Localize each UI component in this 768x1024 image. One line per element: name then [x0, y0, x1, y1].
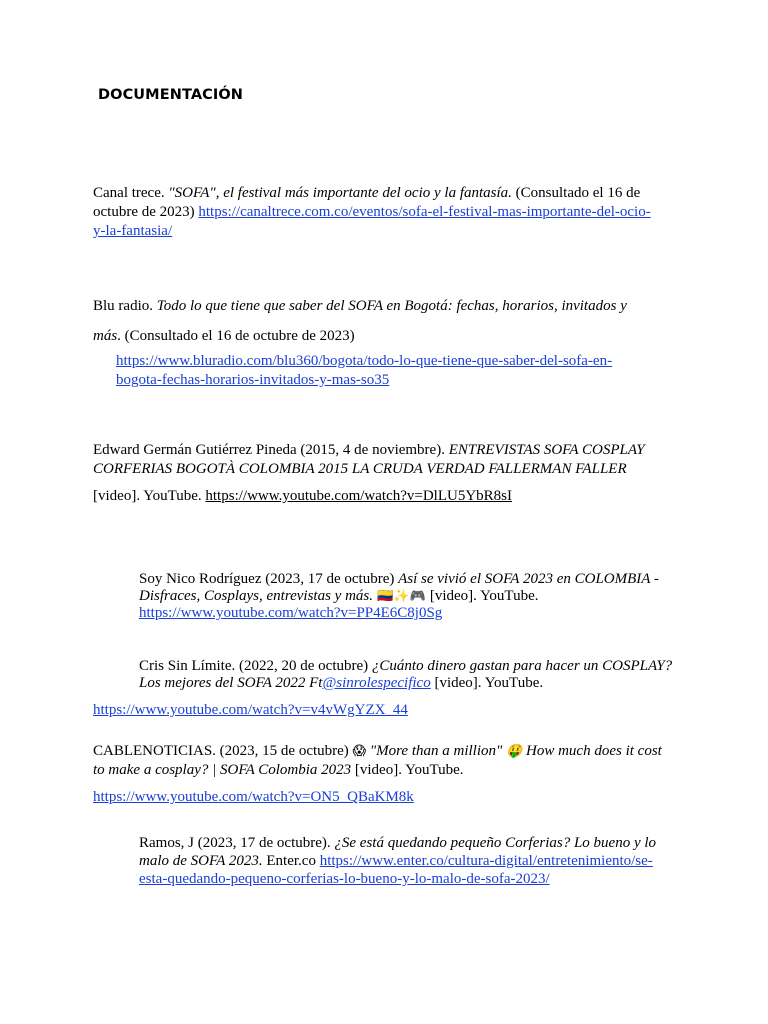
reference-author: CABLENOTICIAS. (2023, 15 de octubre) [93, 743, 353, 759]
reference-blu-radio-link-block [116, 352, 676, 390]
reference-link[interactable]: https://www.youtube.com/watch?v=DlLU5YbR8sI [205, 488, 513, 504]
reference-title: ¿Se está quedando pequeño Corferias? Lo bueno y lo malo de SOFA 2023. [139, 835, 657, 869]
reference-canal-trece [93, 184, 673, 241]
reference-handle-link[interactable]: @sinrolespecifico [322, 675, 431, 691]
reference-edward-gutierrez-source [93, 487, 673, 506]
reference-title: Todo lo que tiene que saber del SOFA en Bogotá: fechas, horarios, invitados y más [93, 298, 627, 344]
reference-cris-sin-limite-link-block [93, 701, 673, 720]
screaming-face-icon: 😱 [352, 744, 367, 759]
reference-link[interactable]: https://canaltrece.com.co/eventos/sofa-el-festival-mas-importante-del-ocio- y-la-fantasia/ [93, 204, 651, 239]
reference-source: [video]. YouTube. [429, 588, 539, 604]
reference-link[interactable]: https://www.enter.co/cultura-digital/entretenimiento/se- esta-quedando-pequeno-corferias-lo-bueno-y-lo-malo-de-sofa-2023/ [139, 853, 653, 887]
reference-author: Ramos, J (2023, 17 de octubre). [139, 835, 335, 851]
reference-link[interactable]: https://www.bluradio.com/blu360/bogota/todo-lo-que-tiene-que-saber-del-sofa-en- bogota-fechas-horarios-invitados-y-mas-so35 [116, 353, 613, 388]
reference-link[interactable]: https://www.youtube.com/watch?v=PP4E6C8j0Sg [139, 605, 443, 621]
reference-author: Cris Sin Límite. (2022, 20 de octubre) [139, 658, 372, 674]
reference-soy-nico [139, 571, 674, 622]
reference-title: "More than a million" 🤑 How much does it cost to make a cosplay? | SOFA Colombia 2023 [93, 743, 662, 778]
reference-cris-sin-limite [139, 658, 674, 692]
reference-title: ENTREVISTAS SOFA COSPLAY CORFERIAS BOGOTÀ COLOMBIA 2015 LA CRUDA VERDAD FALLERMAN FALLER [93, 442, 645, 477]
reference-cablenoticias-link-block [93, 788, 673, 807]
reference-link[interactable]: https://www.youtube.com/watch?v=v4vWgYZX_44 [93, 702, 408, 718]
reference-note: (Consultado el 16 de octubre de 2023) [93, 185, 641, 220]
reference-title: "SOFA", el festival más importante del ocio y la fantasía. [168, 185, 512, 201]
reference-author: Canal trece. [93, 185, 169, 201]
reference-cablenoticias [93, 742, 673, 780]
reference-note: . (Consultado el 16 de octubre de 2023) [117, 328, 355, 344]
reference-blu-radio [93, 291, 673, 351]
reference-author: Soy Nico Rodríguez (2023, 17 de octubre) [139, 571, 399, 587]
reference-title: Así se vivió el SOFA 2023 en COLOMBIA - Disfraces, Cosplays, entrevistas y más. [139, 571, 659, 604]
reference-title: ¿Cuánto dinero gastan para hacer un COSPLAY? Los mejores del SOFA 2022 Ft [139, 658, 673, 691]
reference-link[interactable]: https://www.youtube.com/watch?v=ON5_QBaKM8k [93, 789, 414, 805]
reference-ramos [139, 834, 679, 888]
flag-sparkles-gamepad-icon: 🇨🇴✨🎮 [373, 589, 430, 604]
money-face-icon: 🤑 [506, 744, 523, 759]
reference-source: Enter.co [262, 853, 320, 869]
reference-source: [video]. YouTube. [351, 762, 464, 778]
reference-author: Edward Germán Gutiérrez Pineda (2015, 4 de noviembre). [93, 442, 449, 458]
reference-source: [video]. YouTube. [93, 488, 206, 504]
reference-author: Blu radio. [93, 298, 157, 314]
reference-source: [video]. YouTube. [430, 675, 544, 691]
reference-edward-gutierrez [93, 441, 673, 479]
page-title: DOCUMENTACIÓN [98, 87, 244, 103]
